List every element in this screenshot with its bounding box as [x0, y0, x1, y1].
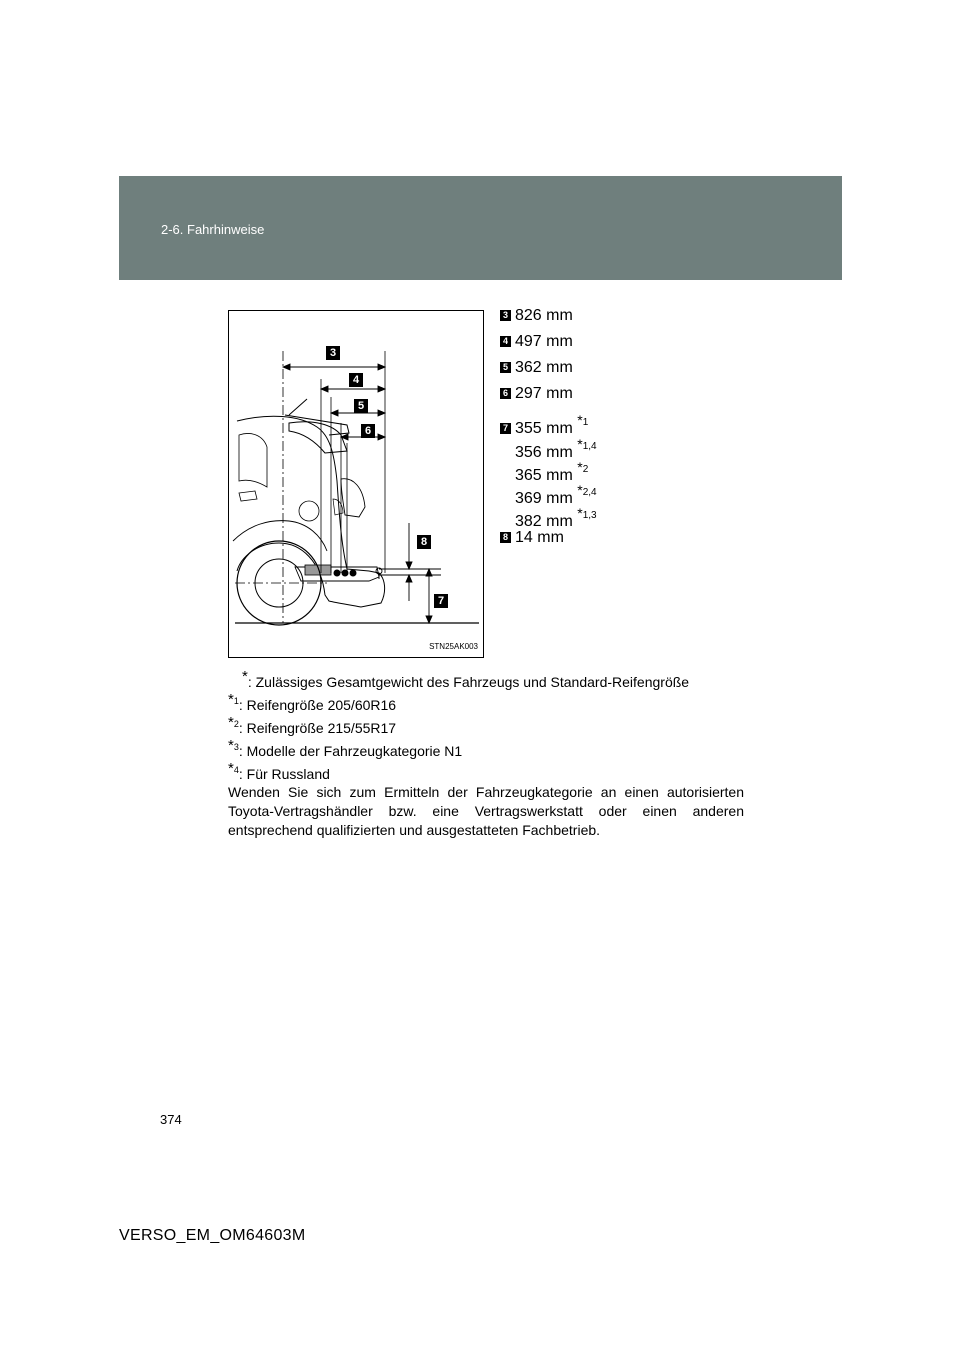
- footnote: $^{*4}$: Für Russland: [228, 760, 330, 782]
- spec-item: [500, 306, 573, 326]
- spec-item: [500, 358, 573, 378]
- towbar-dimension-figure: [228, 310, 484, 658]
- footnotes: [228, 668, 744, 840]
- vehicle-category-notice: Wenden Sie sich zum Ermitteln der Fahrzeugkategorie an einen autorisierten Toyota-Vertragshändler bzw. eine Vertragswerkstatt oder einen anderen entsprechend qualifizierten und ausgestatteten Fachbetrieb.: [228, 784, 744, 838]
- footnote-ref: *1,3: [577, 505, 597, 521]
- figure-code: STN25AK003: [429, 642, 478, 651]
- spec-value: 14 mm: [515, 529, 564, 546]
- callout-4: 4: [349, 373, 363, 387]
- footnote-ref: *2: [577, 459, 589, 475]
- footnote-ref: *1: [577, 412, 589, 428]
- section-title: 2-6. Fahrhinweise: [161, 222, 265, 237]
- spec-badge: 5: [500, 362, 511, 373]
- footnote-ref: *2,4: [577, 482, 597, 498]
- footnote-ref: *1,4: [577, 436, 597, 452]
- spec-value: 355 mm: [515, 420, 578, 437]
- spec-badge: 3: [500, 310, 511, 321]
- spec-value: 826 mm: [515, 307, 573, 324]
- callout-8: 8: [417, 535, 431, 549]
- spec-badge: 7: [500, 423, 511, 434]
- spec-value: 369 mm: [515, 490, 578, 507]
- footnote: $^{*2}$: Reifengröße 215/55R17: [228, 714, 397, 736]
- callout-3: 3: [326, 346, 340, 360]
- callout-6: 6: [361, 424, 375, 438]
- callout-5: 5: [354, 399, 368, 413]
- spec-value: 382 mm: [515, 513, 578, 530]
- document-code: VERSO_EM_OM64603M: [119, 1227, 306, 1244]
- spec-value: 362 mm: [515, 359, 573, 376]
- spec-badge: 8: [500, 532, 511, 543]
- spec-value: 297 mm: [515, 385, 573, 402]
- footnote: $^{*3}$: Modelle der Fahrzeugkategorie N1: [228, 737, 463, 759]
- spec-value: 356 mm: [515, 444, 578, 461]
- footnote: *: Zulässiges Gesamtgewicht des Fahrzeugs und Standard-Reifengröße: [242, 668, 690, 690]
- footnote: $^{*1}$: Reifengröße 205/60R16: [228, 691, 397, 713]
- spec-value: 365 mm: [515, 467, 578, 484]
- spec-value: 497 mm: [515, 333, 573, 350]
- spec-badge: 6: [500, 388, 511, 399]
- section-header: [119, 176, 842, 280]
- callout-7: 7: [434, 594, 448, 608]
- spec-badge: 4: [500, 336, 511, 347]
- spec-item: [500, 384, 573, 404]
- spec-item: [500, 332, 573, 352]
- page-number: 374: [160, 1112, 182, 1127]
- spec-item: [500, 528, 564, 548]
